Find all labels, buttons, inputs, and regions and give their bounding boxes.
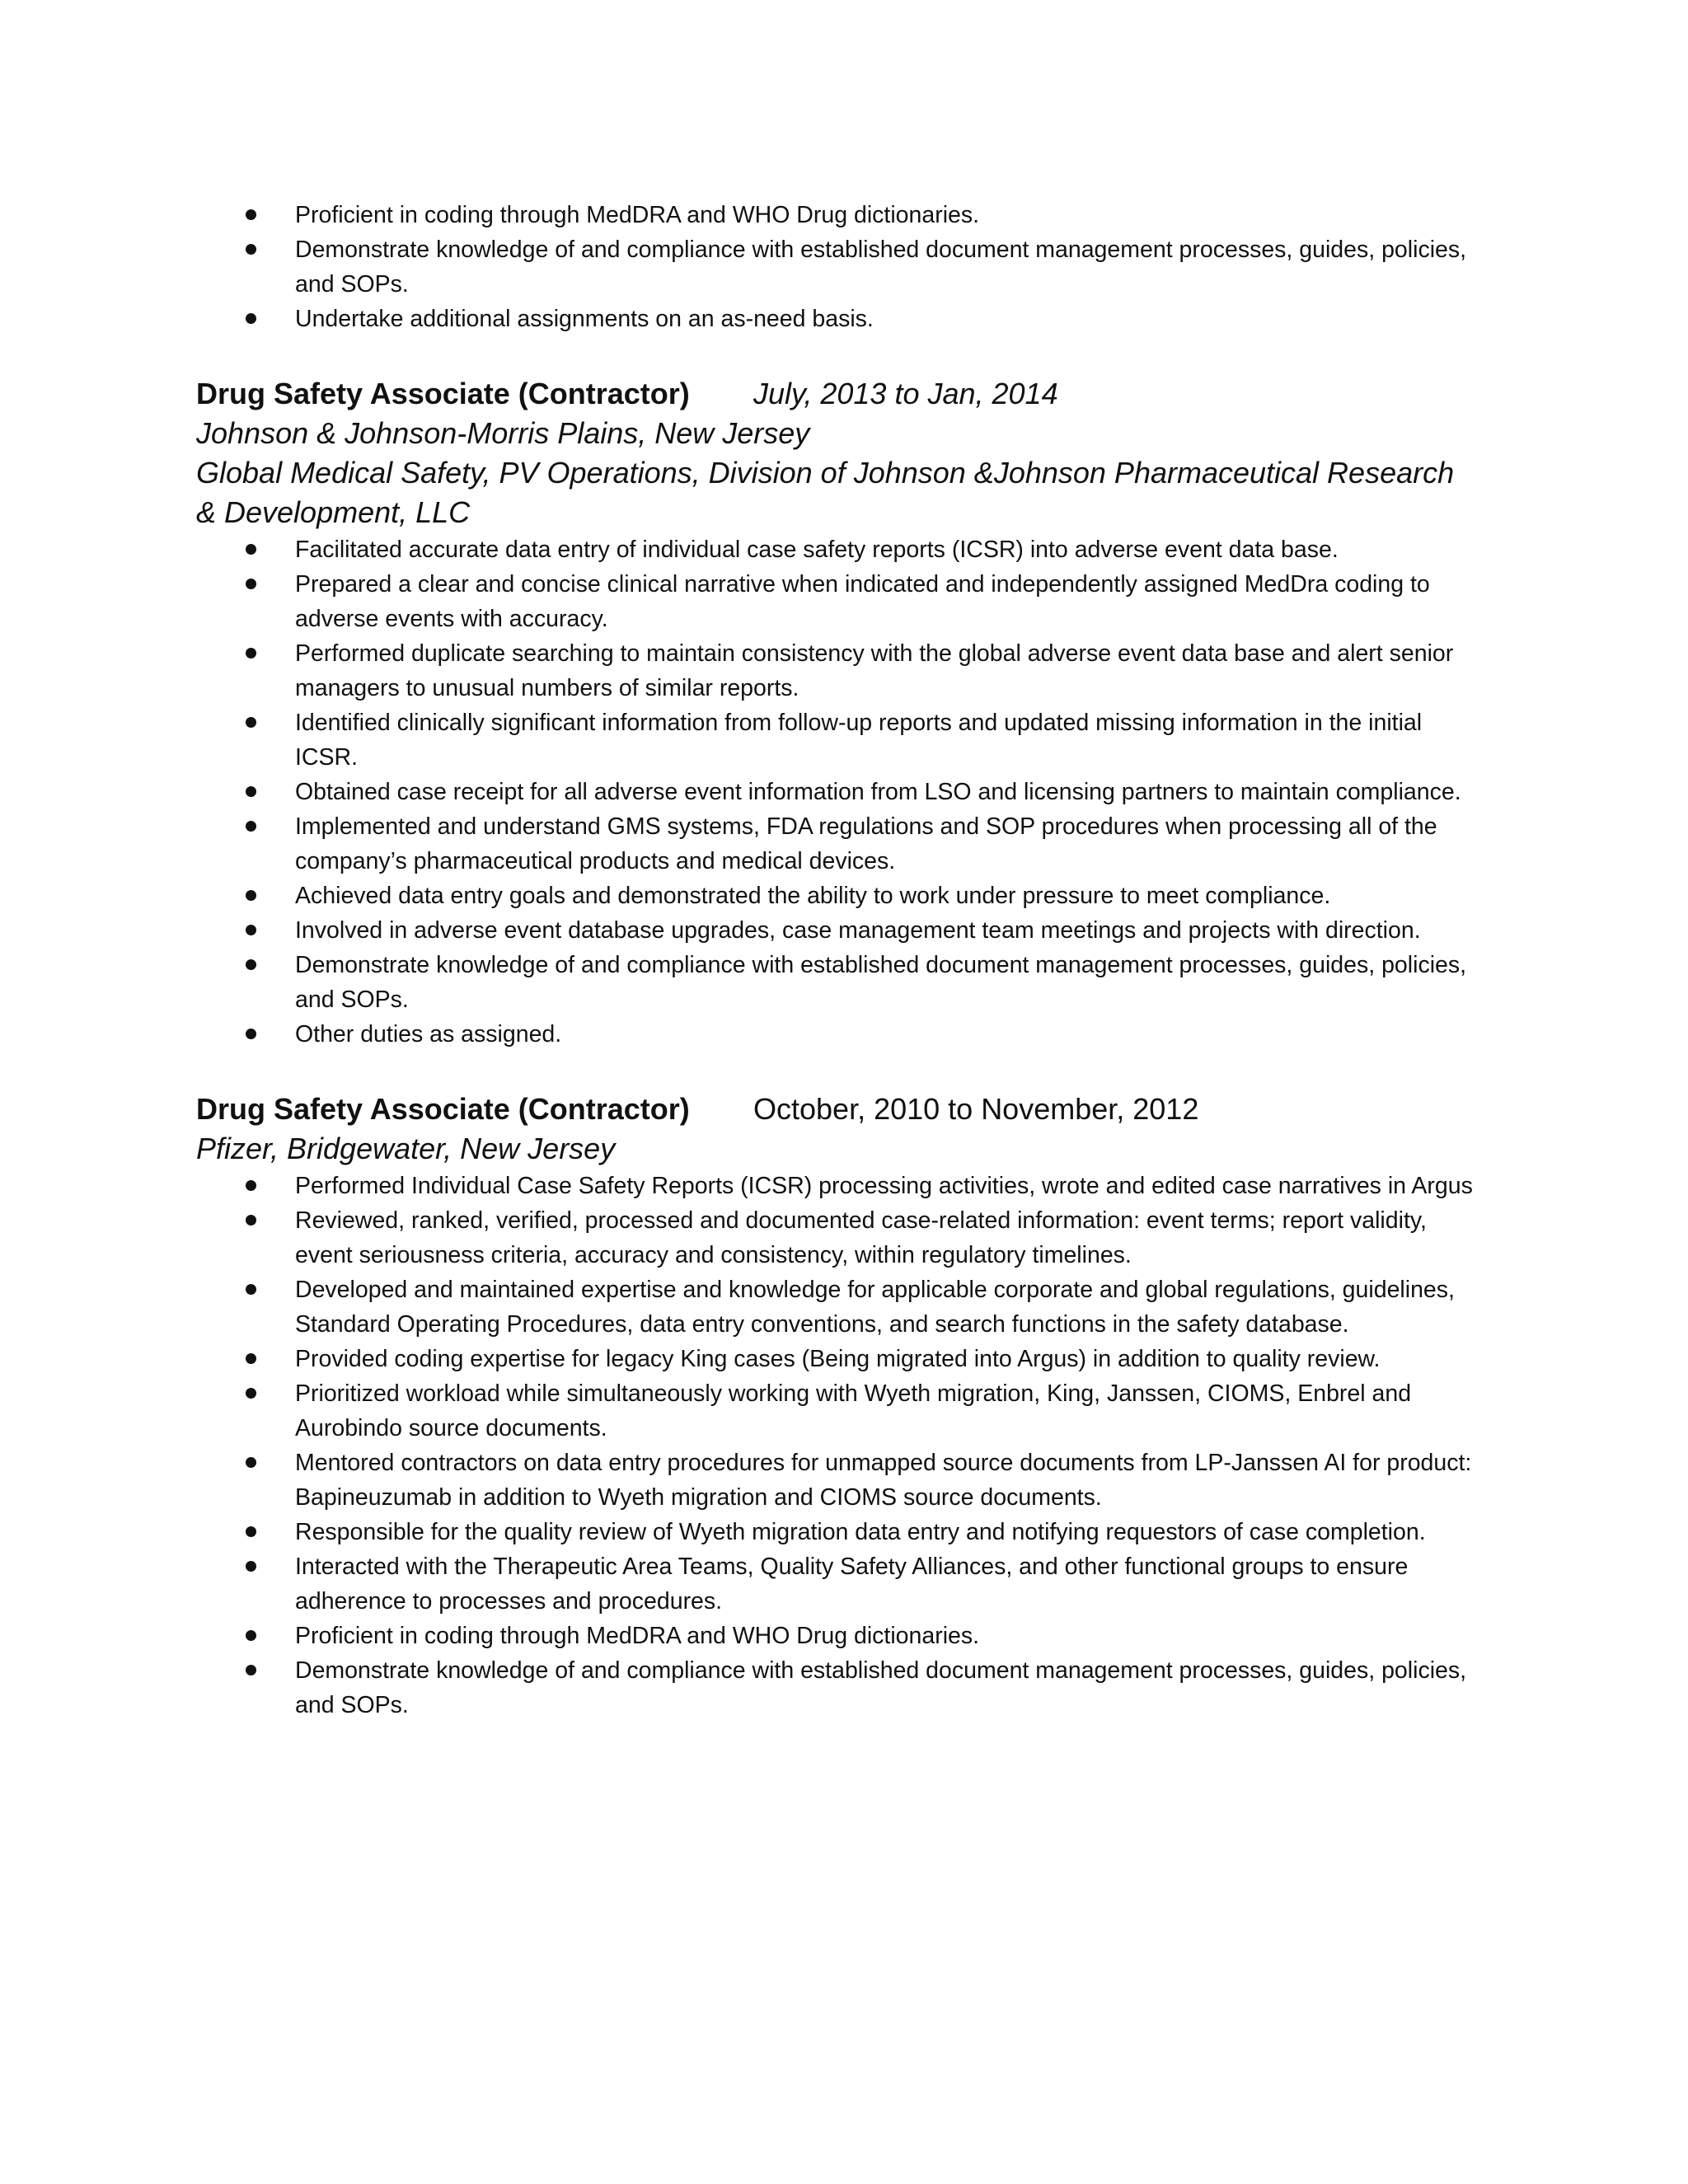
bullet-dot-icon [246, 313, 256, 324]
bullet-dot-icon [246, 648, 256, 658]
bullet-dot-icon [246, 1388, 256, 1399]
bullet-dot-icon [246, 1284, 256, 1295]
bullet-item: Obtained case receipt for all adverse event information from LSO and licensing partners to maintain compliance. [196, 775, 1482, 809]
job-company: Pfizer, Bridgewater, New Jersey [196, 1132, 616, 1165]
bullet-dot-icon [246, 209, 256, 220]
bullet-dot-icon [246, 959, 256, 970]
bullet-item: Involved in adverse event database upgrades, case management team meetings and projects with direction. [196, 913, 1482, 948]
job-bullet-list [196, 1169, 1482, 1722]
bullet-dot-icon [246, 925, 256, 935]
bullet-item: Performed Individual Case Safety Reports (ICSR) processing activities, wrote and edited case narratives in Argus [196, 1169, 1482, 1203]
bullet-dot-icon [246, 244, 256, 255]
bullet-dot-icon [246, 1561, 256, 1572]
bullet-item: Undertake additional assignments on an as-need basis. [196, 302, 1482, 336]
bullet-item: Identified clinically significant information from follow-up reports and updated missing information in the initial ICSR. [196, 705, 1482, 775]
bullet-item: Demonstrate knowledge of and compliance with established document management processes, guides, policies, and SOPs. [196, 1653, 1482, 1722]
bullet-dot-icon [246, 1526, 256, 1537]
job-header [196, 374, 1482, 414]
job-entry-pfizer [196, 1090, 1482, 1722]
bullet-item: Reviewed, ranked, verified, processed and documented case-related information: event terms; report validity, event seriousness criteria, accuracy and consistency, within regulatory timelines. [196, 1203, 1482, 1272]
job-bullet-list [196, 532, 1482, 1052]
bullet-dot-icon [246, 579, 256, 589]
job-header [196, 1090, 1482, 1129]
page-content [196, 198, 1482, 1722]
bullet-dot-icon [246, 544, 256, 555]
bullet-item: Mentored contractors on data entry procedures for unmapped source documents from LP-Janssen AI for product: Bapineuzumab in addition to Wyeth migration and CIOMS source documents. [196, 1446, 1482, 1515]
job-dates: July, 2013 to Jan, 2014 [753, 377, 1058, 410]
job-entry-johnson [196, 374, 1482, 1052]
bullet-item: Other duties as assigned. [196, 1017, 1482, 1052]
bullet-dot-icon [246, 1180, 256, 1191]
bullet-item: Facilitated accurate data entry of individual case safety reports (ICSR) into adverse event data base. [196, 532, 1482, 567]
bullet-item: Developed and maintained expertise and knowledge for applicable corporate and global regulations, guidelines, Standard Operating Procedures, data entry conventions, and search functions in the safety database. [196, 1272, 1482, 1342]
intro-bullet-list [196, 198, 1482, 336]
bullet-item: Proficient in coding through MedDRA and WHO Drug dictionaries. [196, 198, 1482, 232]
job-company: Johnson & Johnson-Morris Plains, New Jersey [196, 416, 810, 450]
bullet-item: Achieved data entry goals and demonstrated the ability to work under pressure to meet compliance. [196, 879, 1482, 913]
bullet-item: Proficient in coding through MedDRA and WHO Drug dictionaries. [196, 1619, 1482, 1653]
bullet-item: Performed duplicate searching to maintain consistency with the global adverse event data base and alert senior managers to unusual numbers of similar reports. [196, 636, 1482, 705]
bullet-item: Provided coding expertise for legacy King cases (Being migrated into Argus) in addition to quality review. [196, 1342, 1482, 1376]
bullet-dot-icon [246, 1665, 256, 1675]
job-title: Drug Safety Associate (Contractor) [196, 377, 690, 410]
bullet-item: Prepared a clear and concise clinical narrative when indicated and independently assigned MedDra coding to adverse events with accuracy. [196, 567, 1482, 636]
bullet-dot-icon [246, 786, 256, 797]
bullet-dot-icon [246, 1353, 256, 1364]
bullet-dot-icon [246, 890, 256, 901]
bullet-item: Demonstrate knowledge of and compliance with established document management processes, guides, policies, and SOPs. [196, 232, 1482, 302]
bullet-item: Implemented and understand GMS systems, FDA regulations and SOP procedures when processing all of the company’s pharmaceutical products and medical devices. [196, 809, 1482, 879]
bullet-item: Demonstrate knowledge of and compliance with established document management processes, guides, policies, and SOPs. [196, 948, 1482, 1017]
job-dates: October, 2010 to November, 2012 [753, 1092, 1199, 1126]
bullet-item: Responsible for the quality review of Wyeth migration data entry and notifying requestors of case completion. [196, 1515, 1482, 1549]
bullet-dot-icon [246, 1630, 256, 1641]
bullet-item: Interacted with the Therapeutic Area Teams, Quality Safety Alliances, and other functional groups to ensure adherence to processes and procedures. [196, 1549, 1482, 1619]
job-title: Drug Safety Associate (Contractor) [196, 1092, 690, 1126]
bullet-dot-icon [246, 1215, 256, 1226]
bullet-dot-icon [246, 717, 256, 728]
job-division: Global Medical Safety, PV Operations, Division of Johnson &Johnson Pharmaceutical Research & Development, LLC [196, 456, 1455, 529]
bullet-dot-icon [246, 1029, 256, 1039]
bullet-item: Prioritized workload while simultaneously working with Wyeth migration, King, Janssen, CIOMS, Enbrel and Aurobindo source documents. [196, 1376, 1482, 1446]
bullet-dot-icon [246, 821, 256, 832]
bullet-dot-icon [246, 1457, 256, 1468]
